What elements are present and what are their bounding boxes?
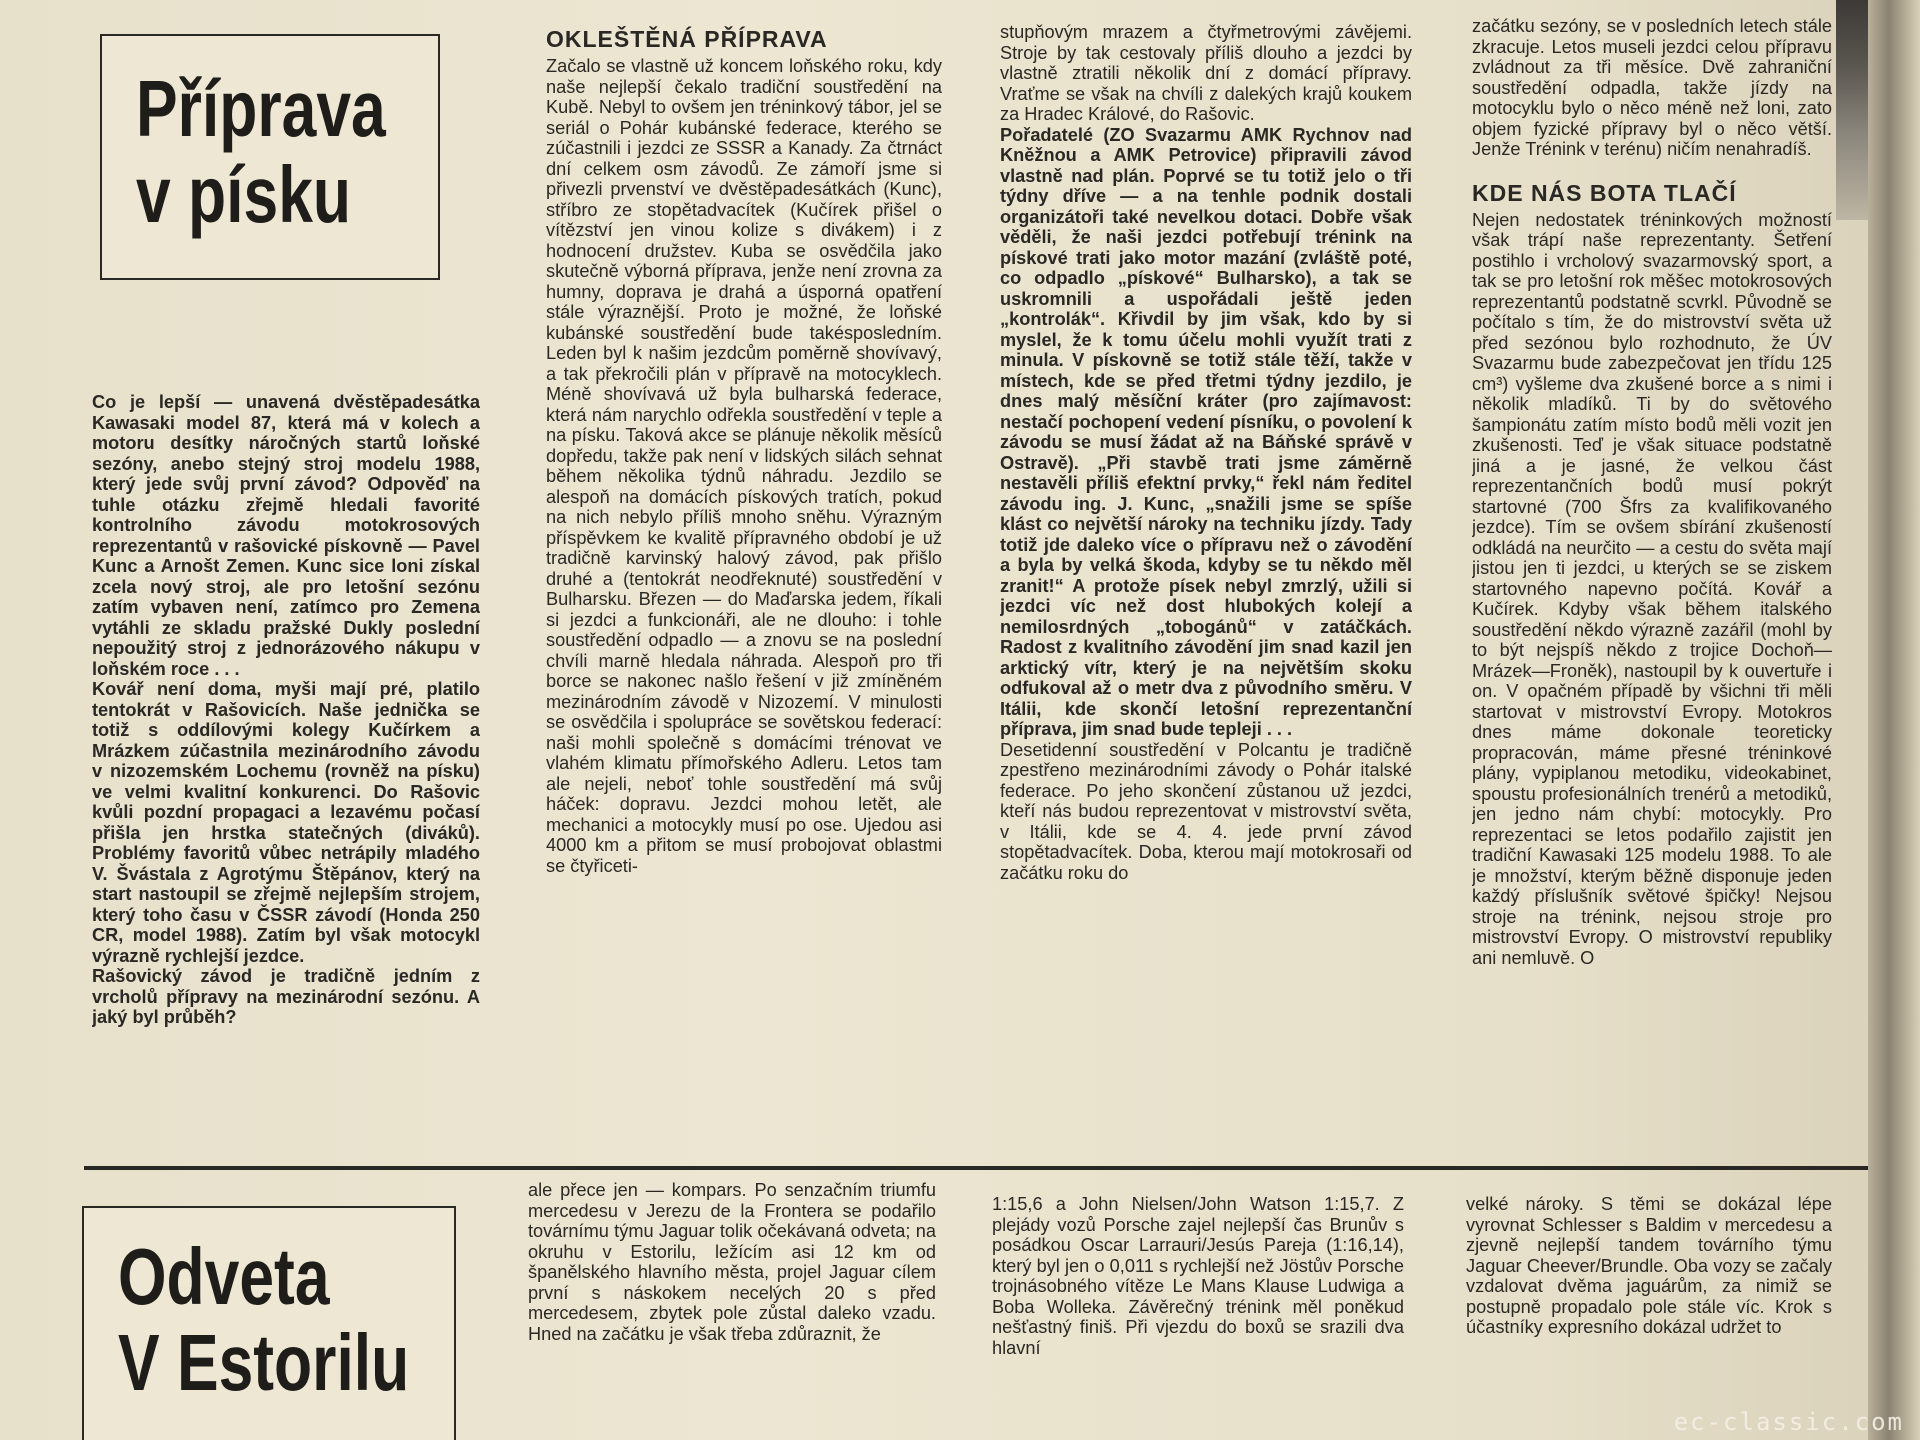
photo-fragment-top xyxy=(1836,0,1870,220)
bottom-column-4 xyxy=(1466,1194,1832,1440)
column-3-bold-text: Pořadatelé (ZO Svazarmu AMK Rychnov nad Kněžnou a AMK Petrovice) připravili závod vlastně nad plán. Poprvé se tu totiž jelo o tři týdny dříve — a na tenhle podnik dostali organizátoři také nevelkou dotaci. Dobře však věděli, že naši jezdci potřebují trénink na pískové trati jako motor mazání (zvláště poté, co odpadlo „pískové“ Bulharsko), a tak se uskromnili a uspořádali ještě jeden „kontrolák“. Křivdil by jim však, kdo by si myslel, že k tomu účelu mohli využít trati z minula. V pískovně se totiž stále těží, takže v místech, kde se před třetmi týdny jezdilo, je dnes malý měsíční kráter (pro zajímavost: nestačí pochopení vedení písníku, o povolení k závodu se musí žádat až na Báňské správě v Ostravě). „Při stavbě trati jsme záměrně nestavěli příliš efektní prvky,“ řekl nám ředitel závodu ing. J. Kunc, „snažili jsme se spíše klást co největší nároky na techniku jízdy. Tady totiž jde daleko více o přípravu než o závodění a byla by velká škoda, kdyby se tu někdo měl zranit!“ A protože písek nebyl zmrzlý, užili si jezdci víc než dost hlubokých kolejí a nemilosrdných „tobogánů“ v zatáčkách. Radost z kvalitního závodění jim snad kazil jen arktický vítr, který je na největším skoku odfukoval až o metr dva z původního směru. V Itálii, kde skončí letošní reprezentanční příprava, jim snad bude tepleji . . . xyxy=(1000,124,1412,739)
bottom-column-2 xyxy=(528,1180,936,1440)
column-4-text-top: začátku sezóny, se v posledních letech stále zkracuje. Letos museli jezdci celou přípravu zvládnout za tři měsíce. Dvě zahraniční soustředění odpadla, takže jízdy na motocyklu bylo o něco méně než loni, zato objem fyzické přípravy byl o něco větší. Jenže Trénink v terénu) ničím nenahradíš. xyxy=(1472,16,1832,159)
page-spine xyxy=(1868,0,1920,1440)
title-box-bottom xyxy=(82,1206,456,1440)
bottom-title-line-2: V Estorilu xyxy=(118,1318,410,1407)
watermark: ec-classic.com xyxy=(1673,1408,1904,1436)
bottom-column-3 xyxy=(992,1194,1404,1440)
article-divider xyxy=(84,1166,1868,1170)
column-4-top xyxy=(1472,16,1832,1172)
column-4-text-bottom: Nejen nedostatek tréninkových možností však trápí naše reprezentanty. Šetření postihlo i vrcholový svazarmovský sport, a tak se pro letošní rok měšec motokrosových reprezentantů podstatně scvrkl. Původně se počítalo s tím, že do mistrovství světa už před sezónou bylo rozhodnuto, že ÚV Svazarmu bude zabezpečovat jen třídu 125 cm³) vyšleme dva zkušené borce a s nimi i několik mladíků. Ti by do světového šampionátu zatím místo bodů měli vozit jen zkušenosti. Teď je však situace podstatně jiná a je jasné, že velkou část reprezentančních bodů musí pokrýt startovné (700 Šfrs za kvalifikovaného jezdce). Tím se ovšem sbírání zkušeností odkládá na neurčito — a cestu do světa mají jistou jen ti jezdci, u kterých se se ziskem startovného napevno počítá. Kovář a Kučírek. Kdyby však během italského soustředění někdo výrazně zazářil (mohl by to být nejspíš někdo z trojice Dochoň—Mrázek—Froněk), nastoupil by k ouvertuře i on. V opačném případě by všichni tři měli startovat v mistrovství Evropy. Motokros dnes máme dokonale teoreticky propracován, máme přesné tréninkové plány, vypiplanou metodiku, videokabinet, spoustu profesionálních trenérů a metodiků, jen jedno nám chybí: motocykly. Pro reprezentaci se letos podařilo zajistit jen tradiční Kawasaki 125 modelu 1988. To ale je množství, kterým běžně disponuje jeden každý příslušník světové špičky! Nejsou stroje na trénink, nejsou stroje pro mistrovství Evropy. O mistrovství republiky ani nemluvě. O xyxy=(1472,209,1832,968)
bottom-column-4-text: velké nároky. S těmi se dokázal lépe vyrovnat Schlesser s Baldim v mercedesu a zjevně nejlepší tandem továrního týmu Jaguar Cheever/Brundle. Oba vozy se začaly vzdalovat dvěma jaguárům, za nimiž se postupně propadalo pole stále víc. Krok s účastníky expresního dokázal udržet to xyxy=(1466,1194,1832,1337)
bottom-column-2-text: ale přece jen — kompars. Po senzačním triumfu mercedesu v Jerezu de la Frontera se podařilo továrnímu týmu Jaguar tolik očekávaná odveta; na okruhu v Estorilu, ležícím asi 12 km od španělského hlavního města, projel Jaguar cílem první s náskokem necelých 20 s před mercedesem, zbytek pole zůstal daleko vzadu. Hned na začátku je však třeba zdůraznit, že xyxy=(528,1180,936,1344)
column-3-top xyxy=(1000,22,1412,1172)
title-line-2: v písku xyxy=(136,150,352,239)
section-heading-1: OKLEŠTĚNÁ PŘÍPRAVA xyxy=(546,26,828,52)
title-box-top xyxy=(100,34,440,280)
lead-paragraph-2: Kovář není doma, myši mají pré, platilo tentokrát v Rašovicích. Naše jednička se totiž s oddílovými kolegy Kučírkem a Mrázkem zúčastnila mezinárodního závodu v nizozemském Lochemu (rovněž na písku) ve velmi kvalitní konkurenci. Do Rašovic kvůli pozdní propagaci a lezavému počasí přišla jen hrstka statečných (diváků). Problémy favoritů vůbec netrápily mladého V. Švástala z Agrotýmu Štěpánov, který na start nastoupil se zřejmě nejlepším strojem, který toho času v ČSSR závodí (Honda 250 CR, model 1988). Zatím byl však motocykl výrazně rychlejší jezdce. xyxy=(92,679,480,966)
bottom-column-3-text: 1:15,6 a John Nielsen/John Watson 1:15,7. Z plejády vozů Porsche zajel nejlepší čas Brunův s posádkou Oscar Larrauri/Jesús Pareja (1:16,14), který byl jen o 0,011 s rychlejší než Jöstův Porsche trojnásobného vítěze Le Mans Klause Ludwiga a Boba Wolleka. Závěrečný trénink měl poněkud nešťastný finiš. Při vjezdu do boxů se srazili dva hlavní xyxy=(992,1194,1404,1358)
column-2-text: Začalo se vlastně už koncem loňského roku, kdy naše nejlepší čekalo tradiční soustředění na Kubě. Nebyl to ovšem jen tréninkový tábor, jel se seriál o Pohár kubánské federace, kterého se zúčastnili i jezdci ze SSSR a Kanady. Za čtrnáct dní celkem osm závodů. Ze zámoří jsme si přivezli prvenství ve dvěstěpadesátkách (Kunc), stříbro ze stopětadvacítek (Kučírek přišel o vítězství jen vinou kolize s divákem) i z hodnocení družstev. Kuba se osvědčila jako skutečně výborná příprava, jenže není zrovna za humny, doprava je drahá a úsporná opatření stále výraznější. Proto je možné, že loňské kubánské soustředění bude takésposledním. Leden byl k našim jezdcům poměrně shovívavý, a tak překročili plán v přípravě na motocyklech. Méně shovívavá už byla bulharská federace, která nám narychlo odřekla soustředění v teple a na písku. Taková akce se plánuje několik měsíců dopředu, takže pak není v lidských silách sehnat během několika týdnů náhradu. Jezdilo se alespoň na domácích pískových tratích, pokud na nich nebylo příliš mnoho sněhu. Výrazným příspěvkem ke kvalitě přípravného období je už tradičně karvinský halový závod, pak přišlo druhé a (tentokrát neodřeknuté) soustředění v Bulharsku. Březen — do Maďarska jedem, říkali si jezdci a funkcionáři, ale ne dlouho: i tohle soustředění odpadlo — a znovu se na poslední chvíli marně hledala náhrada. Alespoň pro tři borce se nakonec našlo řešení v již zmíněném mezinárodním závodě v Nizozemí. V minulosti se osvědčila i spolupráce se sovětskou federací: naši mohli společně s domácími trénovat ve vlahém klimatu přímořského Adleru. Letos tam ale nejeli, neboť tohle soustředění má svůj háček: dopravu. Jezdci mohou letět, ale mechanici a motocykly musí po ose. Ujedou asi 4000 km a přitom se musí probojovat oblastmi se čtyřiceti- xyxy=(546,56,942,876)
lead-paragraph-1: Co je lepší — unavená dvěstěpadesátka Kawasaki model 87, která má v kolech a motoru desítky náročných startů loňské sezóny, anebo stejný stroj modelu 1988, který jede svůj první závod? Odpověď na tuhle otázku zřejmě hledali favorité kontrolního závodu motokrosových reprezentantů v rašovické pískovně — Pavel Kunc a Arnošt Zemen. Kunc sice loni získal zcela nový stroj, ale pro letošní sezónu zatím vybaven není, zatímco pro Zemena vytáhli ze skladu pražské Dukly poslední nepoužitý stroj z jednorázového nákupu v loňském roce . . . xyxy=(92,392,480,679)
lead-column xyxy=(92,392,480,1152)
column-3-text-top: stupňovým mrazem a čtyřmetrovými závějemi. Stroje by tak cestovaly příliš dlouho a jezdci by vlastně ztratili několik dní z domácí přípravy. Vraťme se však na chvíli z dalekých krajů koukem za Hradec Králové, do Rašovic. xyxy=(1000,22,1412,124)
lead-paragraph-3: Rašovický závod je tradičně jedním z vrcholů přípravy na mezinárodní sezónu. A jaký byl průběh? xyxy=(92,966,480,1027)
column-2-top xyxy=(546,26,942,1172)
section-heading-2: KDE NÁS BOTA TLAČÍ xyxy=(1472,179,1737,206)
column-3-text-bottom: Desetidenní soustředění v Polcantu je tradičně zpestřeno mezinárodními závody o Pohár italské federace. Po jeho skončení zůstanou už jezdci, kteří nás budou reprezentovat v mistrovství světa, v Itálii, kde se 4. 4. jede první závod stopětadvacítek. Doba, kterou mají motokrosaři od začátku roku do xyxy=(1000,739,1412,883)
title-line-1: Příprava xyxy=(136,64,386,153)
bottom-title-line-1: Odveta xyxy=(118,1232,330,1321)
